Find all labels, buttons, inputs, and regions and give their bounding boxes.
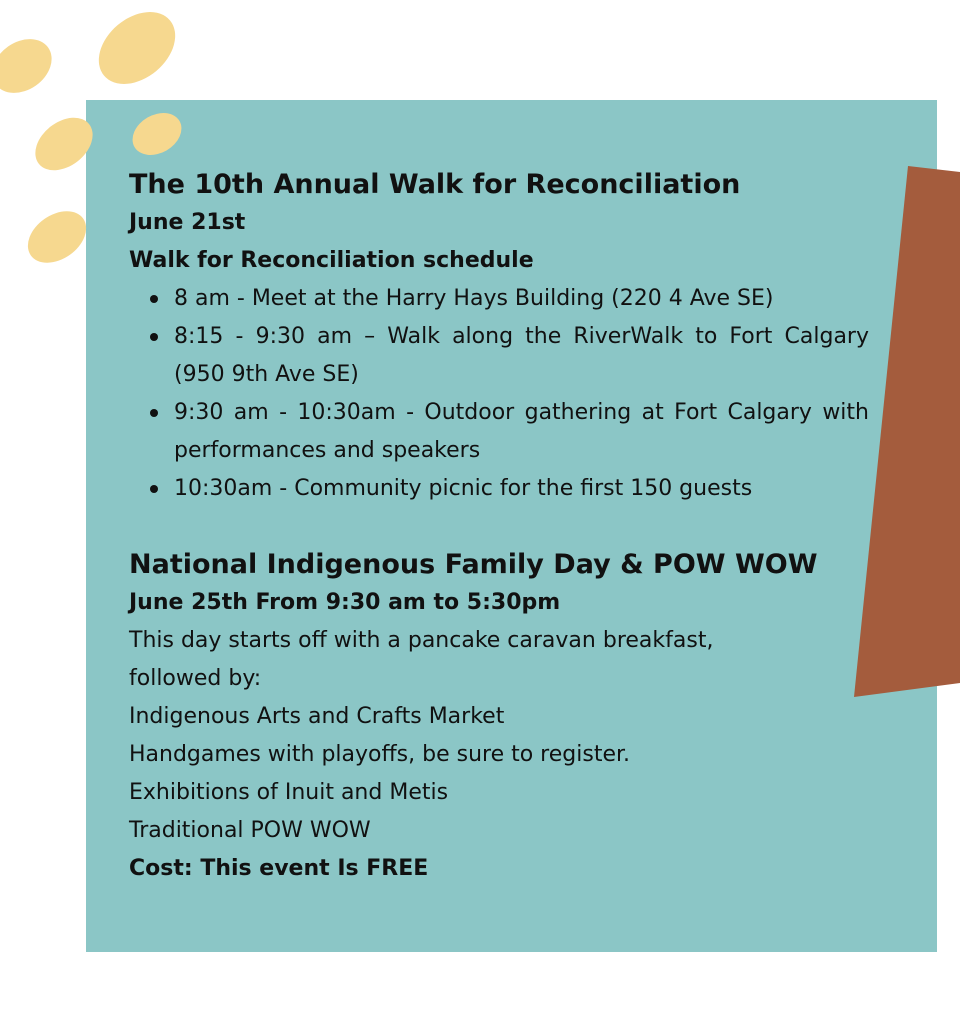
- schedule-item: 10:30am - Community picnic for the first 150 guests: [174, 470, 869, 508]
- dot-5: [125, 105, 189, 164]
- activity-item: Traditional POW WOW: [129, 818, 371, 843]
- cost-note: Cost: This event Is FREE: [129, 856, 429, 881]
- schedule-item: 8:15 - 9:30 am – Walk along the RiverWalk to Fort Calgary (950 9th Ave SE): [174, 318, 869, 394]
- walk-title: The 10th Annual Walk for Reconciliation: [129, 169, 741, 200]
- activity-item: Indigenous Arts and Crafts Market: [129, 704, 505, 729]
- dot-2: [85, 0, 189, 99]
- intro-line: followed by:: [129, 666, 262, 691]
- section-spacer: [129, 508, 869, 546]
- schedule-item: 9:30 am - 10:30am - Outdoor gathering at Fort Calgary with performances and speakers: [174, 394, 869, 470]
- intro-line: This day starts off with a pancake caravan breakfast,: [129, 628, 714, 653]
- schedule-item: 8 am - Meet at the Harry Hays Building (220 4 Ave SE): [174, 280, 869, 318]
- family-day-date: June 25th From 9:30 am to 5:30pm: [129, 590, 561, 615]
- activity-item: Exhibitions of Inuit and Metis: [129, 780, 449, 805]
- activity-item: Handgames with playoffs, be sure to register.: [129, 742, 630, 767]
- dot-3: [25, 107, 103, 181]
- dot-4: [18, 201, 96, 274]
- walk-date: June 21st: [129, 210, 246, 235]
- schedule-heading: Walk for Reconciliation schedule: [129, 248, 534, 273]
- family-day-title: National Indigenous Family Day & POW WOW: [129, 549, 818, 580]
- event-content: [129, 166, 869, 888]
- dot-1: [0, 28, 62, 104]
- walk-schedule-list: [129, 280, 869, 508]
